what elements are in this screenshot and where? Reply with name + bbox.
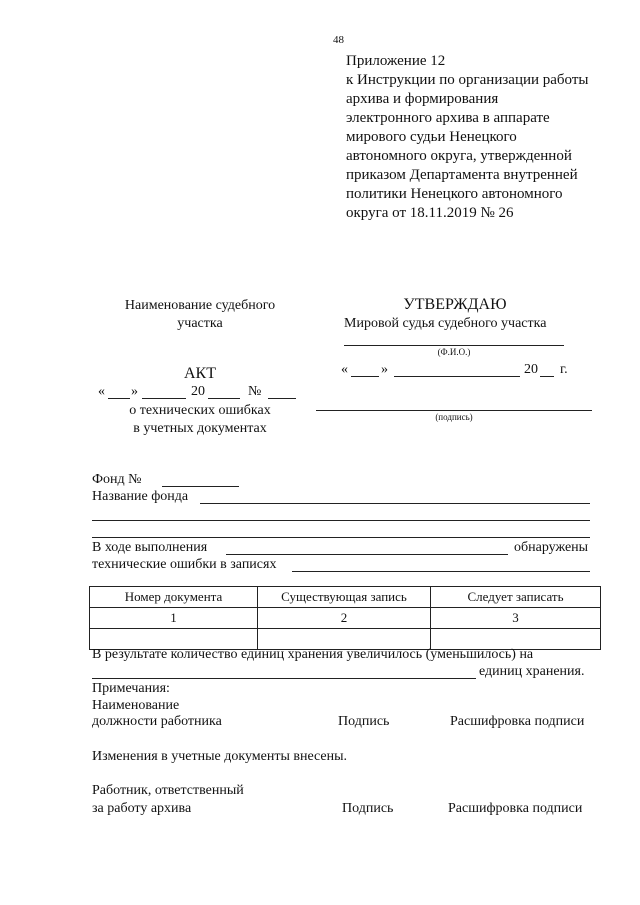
appendix-line: приказом Департамента внутренней (346, 167, 578, 183)
result-line2: единиц хранения. (479, 664, 585, 679)
table-header-cell: Существующая запись (258, 587, 431, 608)
appendix-line: к Инструкции по организации работы (346, 72, 589, 88)
court-name-line2: участка (177, 316, 223, 331)
fio-line (344, 345, 564, 346)
approve-date-open: « (341, 362, 348, 377)
approve-day-line (351, 376, 379, 377)
table-cell: 1 (90, 608, 258, 629)
table-header-row (90, 587, 601, 608)
page-number: 48 (333, 34, 344, 46)
appendix-line: политики Ненецкого автономного (346, 186, 563, 202)
archive-signature: Подпись (342, 801, 394, 816)
appendix-line: электронного архива в аппарате (346, 110, 550, 126)
table-cell: 3 (431, 608, 601, 629)
court-name-line1: Наименование судебного (124, 298, 276, 313)
act-title: АКТ (184, 365, 216, 382)
table-row (90, 608, 601, 629)
fund-name-label: Название фонда (92, 489, 189, 504)
fund-name-line-2 (92, 520, 590, 521)
notes-position1: Наименование (92, 698, 180, 713)
act-number-line (268, 398, 296, 399)
act-year-prefix: 20 (191, 384, 205, 399)
notes-decoding: Расшифровка подписи (450, 714, 585, 729)
archive-line2: за работу архива (92, 801, 192, 816)
approve-judge: Мировой судья судебного участка (344, 316, 547, 331)
result-line1: В результате количество единиц хранения увеличилось (уменьшилось) на (92, 647, 534, 662)
appendix-line: округа от 18.11.2019 № 26 (346, 205, 514, 221)
table-cell: 2 (258, 608, 431, 629)
appendix-line: архива и формирования (346, 91, 499, 107)
appendix-line: мирового судьи Ненецкого (346, 129, 517, 145)
act-month-line (142, 398, 186, 399)
during-label: В ходе выполнения (92, 540, 208, 555)
appendix-line: Приложение 12 (346, 53, 446, 69)
approve-month-line (394, 376, 520, 377)
notes-signature: Подпись (338, 714, 390, 729)
archive-decoding: Расшифровка подписи (448, 801, 583, 816)
changes-text: Изменения в учетные документы внесены. (92, 749, 348, 764)
table-header-cell: Следует записать (431, 587, 601, 608)
approve-date-close: » (381, 362, 388, 377)
act-subtitle2: в учетных документах (133, 421, 267, 436)
appendix-block (346, 52, 589, 223)
approve-heading: УТВЕРЖДАЮ (403, 296, 507, 313)
appendix-line: автономного округа, утвержденной (346, 148, 572, 164)
during-found: обнаружены (514, 540, 589, 555)
fund-number-line (162, 486, 239, 487)
act-subtitle1: о технических ошибках (129, 403, 271, 418)
notes-label: Примечания: (92, 681, 170, 696)
errors-table (89, 586, 601, 650)
fund-number-label: Фонд № (92, 472, 142, 487)
act-number-sign: № (248, 384, 262, 399)
fio-caption: (Ф.И.О.) (437, 347, 471, 357)
result-units-line (92, 678, 476, 679)
during-line (226, 554, 508, 555)
fund-name-line-3 (92, 537, 590, 538)
archive-line1: Работник, ответственный (92, 783, 244, 798)
approve-year-prefix: 20 (524, 362, 538, 377)
sign-line (316, 410, 592, 411)
act-date-open: « (98, 384, 105, 399)
act-day-line (108, 398, 130, 399)
notes-position2: должности работника (92, 714, 222, 729)
approve-year-suffix: г. (560, 362, 568, 377)
act-date-close: » (131, 384, 138, 399)
fund-name-line (200, 503, 590, 504)
act-year-line (208, 398, 240, 399)
table-header-cell: Номер документа (90, 587, 258, 608)
approve-year-line (540, 376, 554, 377)
during-errors-line (292, 571, 590, 572)
during-errors: технические ошибки в записях (92, 557, 277, 572)
sign-caption: (подпись) (435, 412, 473, 422)
